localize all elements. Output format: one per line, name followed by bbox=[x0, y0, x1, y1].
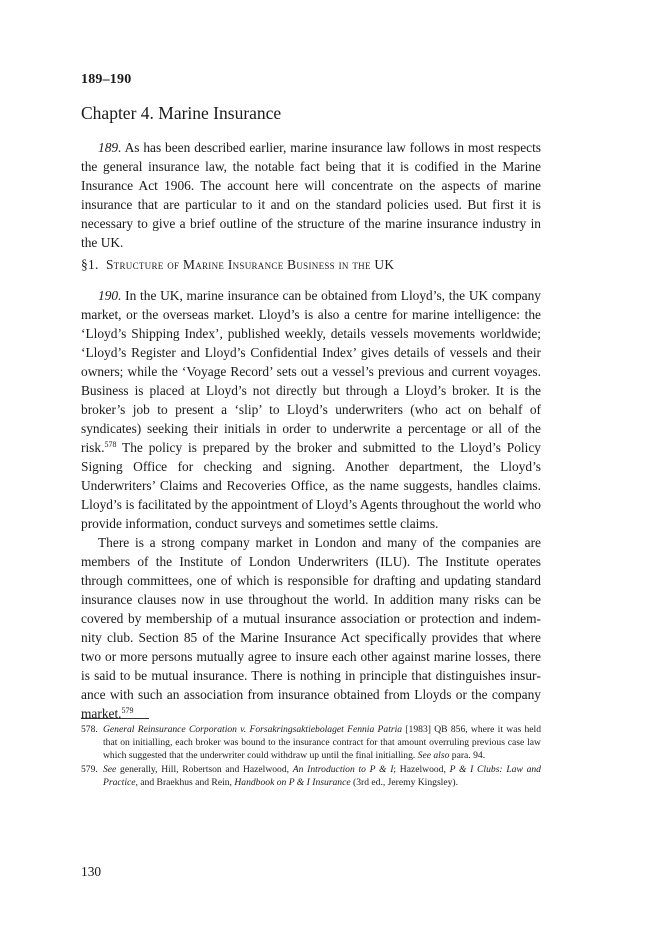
book-title: Handbook on P & I Insurance bbox=[234, 776, 351, 788]
footnote-text: (3rd ed., Jeremy Kingsley). bbox=[350, 776, 458, 788]
footnote-text: ; Hazelwood, bbox=[393, 763, 450, 775]
paragraph-body: In the UK, marine insurance can be obtained from Lloyd’s, the UK company market, or the overseas market. Lloyd’s is also a centre for marine intelligence: the ‘Lloyd’s Shipping Index’, published weekly, details vessels movements worldwide; ‘Lloyd’s Register and Lloyd’s Confidential Index’ gives details of vessels and their owners; while the ‘Voyage Record’ sets out a vessel’s previous and current voyages. Business is placed at Lloyd’s not directly but through a Lloyd’s broker. It is the broker’s job to present a ‘slip’ to Lloyd’s underwriters (who act on behalf of syndicates) seeking their initials in order to underwrite a percentage or all of the risk. bbox=[81, 288, 541, 455]
footnote-number: 579. bbox=[81, 763, 98, 775]
footnote-divider bbox=[81, 718, 149, 719]
paragraph-number: 190. bbox=[98, 288, 122, 303]
see-also: See also bbox=[417, 750, 450, 762]
footnote-ref-578[interactable]: 578 bbox=[104, 440, 117, 449]
paragraph-189-text bbox=[81, 138, 541, 252]
book-title: An Introduction to P & I bbox=[292, 763, 394, 775]
footnote-body bbox=[103, 763, 541, 789]
book-title: P & I Clubs: Law and Practice bbox=[103, 763, 541, 788]
footnote-text: para. 94. bbox=[449, 750, 486, 762]
case-name: General Reinsurance Corporation v. Forsakringsaktiebolaget Fennia Patria bbox=[103, 724, 403, 735]
footnote-body bbox=[103, 723, 541, 763]
chapter-title: Chapter 4. Marine Insurance bbox=[81, 103, 282, 123]
footnote-579 bbox=[81, 763, 541, 789]
paragraph-190-text-a bbox=[81, 286, 541, 533]
paragraph-190-text-c bbox=[81, 533, 541, 723]
paragraph-range-header: 189–190 bbox=[81, 72, 132, 87]
paragraph-189 bbox=[81, 138, 541, 252]
see: See bbox=[103, 763, 117, 775]
paragraph-number: 189. bbox=[98, 140, 122, 155]
paragraph-body: As has been described earlier, marine insurance law follows in most respects the general insurance law, the notable fact being that it is codified in the Marine Insurance Act 1906. The account here will concentrate on the aspects of marine insurance that are particular to it and on the standard policies used. But first it is necessary to give a brief outline of the structure of the marine insurance industry in the UK. bbox=[81, 140, 542, 250]
paragraph-body-continued: The policy is prepared by the broker and submitted to the Lloyd’s Policy Signing Office for checking and signing. Another department, the Lloyd’s Underwriters’ Claims and Recoveries Office, as the name suggests, handles claims. Lloyd’s is facilitated by the appointment of Lloyd’s Agents throughout the world who provide information, conduct surveys and sometimes settle claims. bbox=[81, 440, 541, 531]
footnote-text: generally, Hill, Robertson and Hazelwood, bbox=[116, 763, 293, 775]
paragraph-body: There is a strong company market in London and many of the companies are members of the Institute of London Underwriters (ILU). The Institute operates through committees, one of which is responsible for drafting and updating standard insurance clauses now in use throughout the world. In addition many risks can be covered by membership of a mutual insurance association or protection and indemnity club. Section 85 of the Marine Insurance Act specifically provides that where two or more persons mutually agree to insure each other against marine losses, there is said to be mutual insurance. There is nothing in principle that distinguishes insurance with such an association from insurance obtained from Lloyds or the company market. bbox=[81, 535, 541, 721]
paragraph-190 bbox=[81, 286, 541, 723]
footnote-text: [1983] QB 856, where it was held that on initialling, each broker was bound to the insurance contract for that amount overruling previous case law which suggested that the underwriter could withdraw up until the final initialling. bbox=[103, 724, 541, 762]
footnote-text: , and Braekhus and Rein, bbox=[135, 776, 235, 788]
footnote-ref-579[interactable]: 579 bbox=[121, 706, 134, 715]
section-number: §1. bbox=[81, 257, 99, 272]
section-heading bbox=[81, 257, 394, 273]
footnote-578 bbox=[81, 723, 541, 763]
footnotes bbox=[81, 723, 541, 789]
page-number: 130 bbox=[81, 864, 102, 879]
section-title: Structure of Marine Insurance Business in the UK bbox=[105, 257, 395, 272]
footnote-number: 578. bbox=[81, 724, 98, 735]
